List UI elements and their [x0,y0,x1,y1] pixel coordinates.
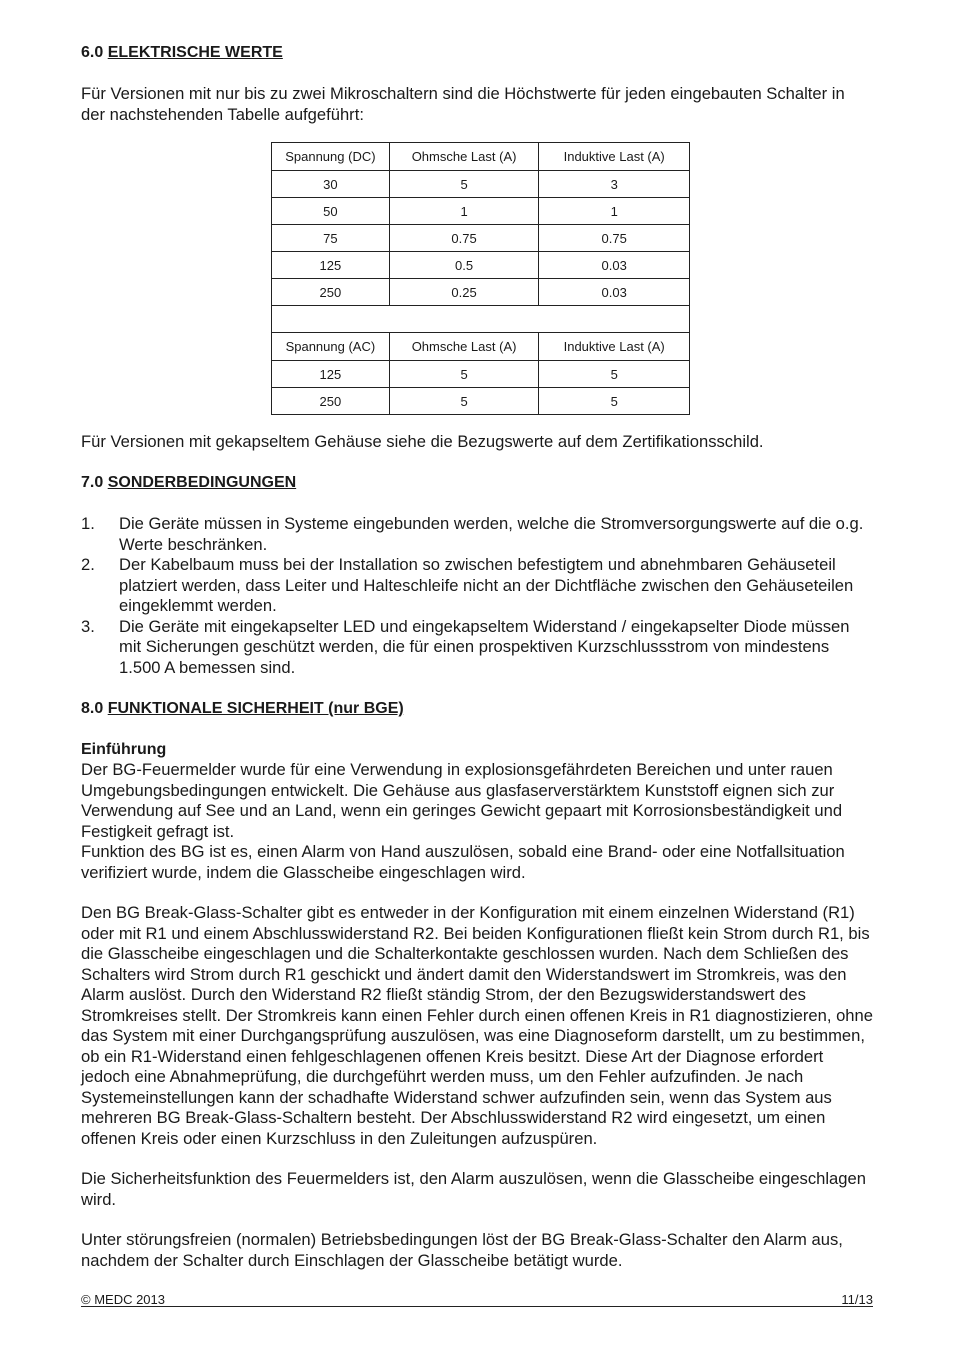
table-cell: 125 [272,361,390,388]
table-cell: 0.5 [389,252,539,279]
list-item-text: Der Kabelbaum muss bei der Installation so zwischen befestigtem und abnehmbaren Gehäuseteil platziert werden, dass Leiter und Halteschleife nicht an der Dichtfläche zwischen den Gehäuseteilen eingeklemmt werden. [119,555,854,615]
electrical-values-table [271,142,690,415]
table-row [272,225,690,252]
table-cell: 5 [389,171,539,198]
section-7-number: 7.0 [81,474,104,491]
list-item-text: Die Geräte müssen in Systeme eingebunden werden, welche die Stromversorgungswerte auf die o.g. Werte beschränken. [119,514,864,554]
intro-paragraph-5: Unter störungsfreien (normalen) Betriebsbedingungen löst der BG Break-Glass-Schalter den Alarm aus, nachdem der Schalter durch Einschlagen der Glasscheibe betätigt wurde. [81,1230,843,1270]
page-footer [81,1292,873,1307]
table-spacer-cell [272,306,690,333]
table-cell: 5 [539,388,690,415]
section-6-title: ELEKTRISCHE WERTE [107,44,283,61]
dc-header-cell: Spannung (DC) [272,143,390,171]
section-6-heading [81,43,283,63]
introduction-subheading: Einführung [81,741,167,758]
list-item-text: Die Geräte mit eingekapselter LED und eingekapseltem Widerstand / eingekapselter Diode müssen mit Sicherungen geschützt werden, die für einen prospektiven Kurzschlussstrom von mindestens 1.500 A bemessen sind. [119,616,850,677]
list-item-number: 3. [81,616,95,636]
dc-header-row [272,143,690,171]
table-cell: 0.03 [539,252,690,279]
table-cell: 0.75 [389,225,539,252]
list-item [81,617,873,679]
table-cell: 5 [539,361,690,388]
table-cell: 0.03 [539,279,690,306]
table-spacer-row [272,306,690,333]
table-row [272,252,690,279]
dc-header-cell: Ohmsche Last (A) [389,143,539,171]
list-item [81,514,873,555]
ac-header-cell: Spannung (AC) [272,333,390,361]
table-cell: 30 [272,171,390,198]
table-row [272,171,690,198]
intro-paragraph-1: Der BG-Feuermelder wurde für eine Verwendung in explosionsgefährdeten Bereichen und unter rauen Umgebungsbedingungen entwickelt. Die Gehäuse aus glasfaserverstärktem Kunststoff eignen sich zur Verwendung auf See und an Land, wenn ein geringes Gewicht gepaart mit Korrosionsbeständigkeit und Festigkeit gefragt ist. [81,760,843,841]
table-cell: 0.75 [539,225,690,252]
section-6-intro: Für Versionen mit nur bis zu zwei Mikroschaltern sind die Höchstwerte für jeden eingebauten Schalter in der nachstehenden Tabelle aufgeführt: [81,84,845,124]
table-row [272,279,690,306]
section-8-title: FUNKTIONALE SICHERHEIT (nur BGE) [107,700,404,717]
table-cell: 0.25 [389,279,539,306]
intro-paragraph-2: Funktion des BG ist es, einen Alarm von Hand auszulösen, sobald eine Brand- oder eine Notfallsituation verifiziert wurde, indem die Glasscheibe eingeschlagen wird. [81,842,845,882]
table-cell: 125 [272,252,390,279]
table-cell: 75 [272,225,390,252]
intro-paragraph-3: Den BG Break-Glass-Schalter gibt es entweder in der Konfiguration mit einem einzelnen Widerstand (R1) oder mit R1 und einem Abschlusswiderstand R2. Bei beiden Konfigurationen fließt kein Strom durch R1, bis die Glasscheibe eingeschlagen und die Schalterkontakte geschlossen wurden. Nach dem Schließen des Schalters wird Strom durch R1 geschickt und ändert damit den Widerstandswert im Stromkreis, was den Alarm auslöst. Durch den Widerstand R2 fließt ständig Strom, der den Bezugswiderstandswert des Stromkreises stellt. Der Stromkreis kann einen Fehler durch einen offenen Kreis in R1 diagnostizieren, ohne das System mit einer Durchgangsprüfung auszulösen, was eine Diagnoseform darstellt, um zu bestimmen, ob ein R1-Widerstand einen fehlgeschlagenen offenen Kreis besitzt. Diese Art der Diagnose erfordert jedoch eine Abnahmeprüfung, die durchgeführt werden muss, um den Fehler aufzufinden. Je nach Systemeinstellungen kann der schadhafte Widerstand schwer aufzufinden sein, wenn das System aus mehreren BG Break-Glass-Schaltern besteht. Der Abschlusswiderstand R2 wird eingesetzt, um einen offenen Kreis oder einen Kurzschluss in den Zuleitungen aufzuspüren. [81,903,873,1148]
ac-header-cell: Ohmsche Last (A) [389,333,539,361]
table-row [272,198,690,225]
intro-paragraph-4: Die Sicherheitsfunktion des Feuermelders ist, den Alarm auszulösen, wenn die Glasscheibe eingeschlagen wird. [81,1169,866,1209]
table-cell: 250 [272,388,390,415]
table-cell: 1 [539,198,690,225]
section-8-number: 8.0 [81,700,104,717]
table-cell: 50 [272,198,390,225]
page-number: 11/13 [841,1292,873,1307]
dc-header-cell: Induktive Last (A) [539,143,690,171]
section-6-note: Für Versionen mit gekapseltem Gehäuse siehe die Bezugswerte auf dem Zertifikationsschild. [81,432,764,451]
list-item-number: 1. [81,514,95,533]
table-cell: 3 [539,171,690,198]
section-6-number: 6.0 [81,44,104,61]
section-7-title: SONDERBEDINGUNGEN [107,474,297,491]
table-cell: 5 [389,388,539,415]
table-cell: 5 [389,361,539,388]
ac-header-cell: Induktive Last (A) [539,333,690,361]
table-row [272,361,690,388]
list-item-number: 2. [81,555,95,574]
section-8-heading [81,699,404,719]
list-item [81,555,873,617]
ac-header-row [272,333,690,361]
table-cell: 1 [389,198,539,225]
footer-copyright: © MEDC 2013 [81,1292,165,1307]
footer-rule [81,1306,873,1307]
table-row [272,388,690,415]
section-7-heading [81,473,296,493]
table-cell: 250 [272,279,390,306]
special-conditions-list [81,514,873,678]
